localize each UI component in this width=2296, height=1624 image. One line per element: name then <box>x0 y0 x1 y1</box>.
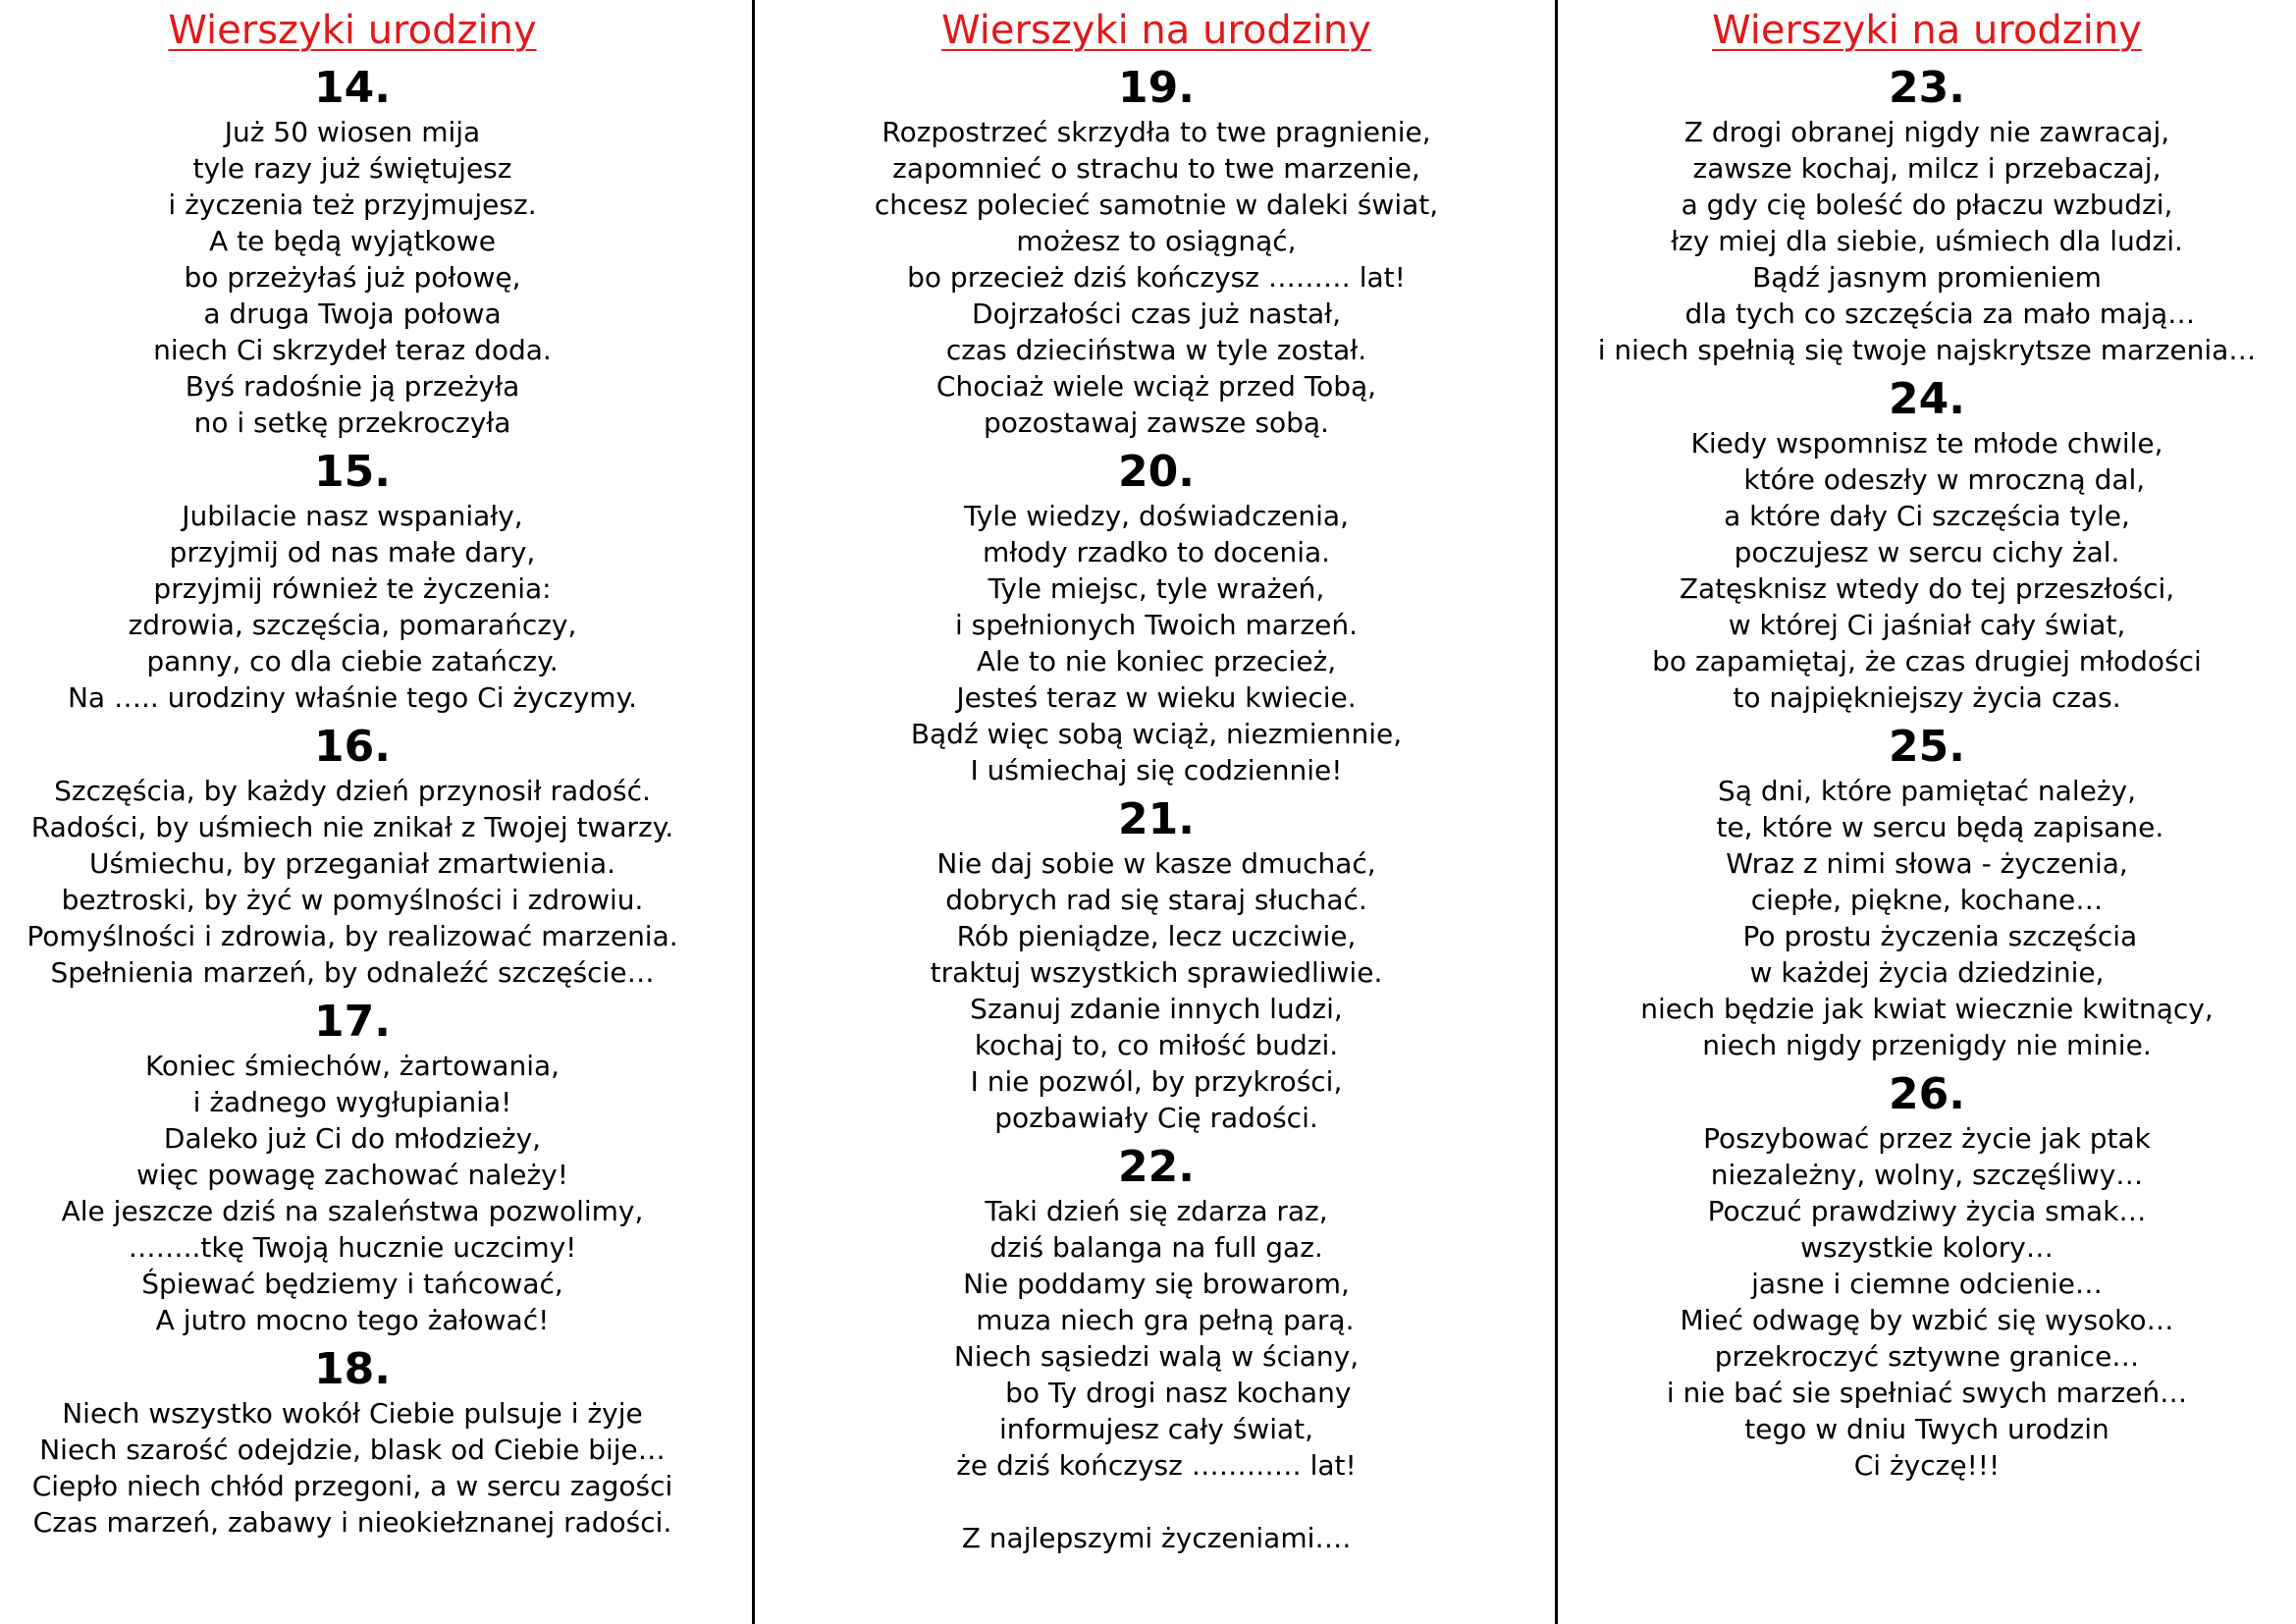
poem-line: Taki dzień się zdarza raz, <box>985 1195 1328 1227</box>
poem-line: Z najlepszymi życzeniami…. <box>961 1522 1352 1554</box>
poem-line <box>756 1484 1557 1520</box>
column-1 <box>0 0 705 1541</box>
poem <box>0 1344 705 1541</box>
poem-line: poczujesz w sercu cichy żal. <box>1734 536 2120 568</box>
poem-line: bo zapamiętaj, że czas drugiej młodości <box>1652 645 2202 677</box>
poem-line: Na ….. urodziny właśnie tego Ci życzymy. <box>67 681 638 714</box>
poem-line: które odeszły w mroczną dal, <box>1708 463 2146 496</box>
poem-line: bo Ty drogi nasz kochany <box>961 1377 1352 1409</box>
poem-line: młody rzadko to docenia. <box>982 536 1331 568</box>
poem-number: 16. <box>314 722 391 772</box>
column-3 <box>1558 0 2296 1484</box>
column-title: Wierszyki na urodziny <box>941 8 1371 53</box>
poem-lines <box>1558 773 2296 1063</box>
poem-line: Pomyślności i zdrowia, by realizować marzenia. <box>27 920 678 952</box>
poem-line: Dojrzałości czas już nastał, <box>972 298 1341 330</box>
poem-line: zawsze kochaj, milcz i przebaczaj, <box>1692 152 2162 185</box>
poem-line: dobrych rad się staraj słuchać. <box>945 884 1367 916</box>
poem-list <box>756 63 1557 1556</box>
poem-lines <box>756 498 1557 788</box>
poem-number: 20. <box>1118 447 1195 497</box>
poem-lines <box>0 1048 705 1338</box>
poem-lines <box>1558 1120 2296 1484</box>
poem-lines <box>0 1395 705 1541</box>
poem-line: ……..tkę Twoją hucznie uczcimy! <box>128 1231 577 1264</box>
poem <box>0 447 705 716</box>
poem-line: Rozpostrzeć skrzydła to twe pragnienie, <box>881 116 1431 148</box>
poem-line: Bądź jasnym promieniem <box>1752 261 2102 294</box>
poem-line: chcesz polecieć samotnie w daleki świat, <box>874 189 1439 221</box>
poem-line: Ale jeszcze dziś na szaleństwa pozwolimy, <box>61 1195 644 1227</box>
poem-line: niezależny, wolny, szczęśliwy… <box>1710 1159 2144 1191</box>
poem-line: i spełnionych Twoich marzeń. <box>954 609 1359 641</box>
poem-line: Jesteś teraz w wieku kwiecie. <box>956 681 1357 714</box>
poem <box>1558 374 2296 716</box>
poem-line: Nie daj sobie w kasze dmuchać, <box>936 847 1376 880</box>
poem-line: a które dały Ci szczęścia tyle, <box>1724 500 2130 532</box>
poem-line: pozbawiały Cię radości. <box>994 1102 1318 1134</box>
poem-line: a druga Twoja połowa <box>203 298 502 330</box>
poem-line: panny, co dla ciebie zatańczy. <box>146 645 559 677</box>
poem <box>756 63 1557 441</box>
poem-line: Daleko już Ci do młodzieży, <box>163 1122 542 1155</box>
poem-line: bo przeżyłaś już połowę, <box>184 261 521 294</box>
poem-line: ciepłe, piękne, kochane… <box>1750 884 2104 916</box>
poem-line: zapomnieć o strachu to twe marzenie, <box>892 152 1420 185</box>
poem-line: A te będą wyjątkowe <box>209 225 496 257</box>
poem-line: więc powagę zachować należy! <box>136 1159 568 1191</box>
poem-line: Są dni, które pamiętać należy, <box>1717 775 2136 807</box>
poem-line: w której Ci jaśniał cały świat, <box>1728 609 2126 641</box>
poem-line: Wraz z nimi słowa - życzenia, <box>1726 847 2128 880</box>
poem-line: Nie poddamy się browarom, <box>963 1268 1350 1300</box>
poem-line: dziś balanga na full gaz. <box>989 1231 1323 1264</box>
poem-line: Uśmiechu, by przeganiał zmartwienia. <box>88 847 616 880</box>
poem-line: bo przecież dziś kończysz ……… lat! <box>907 261 1406 294</box>
poem-line: Czas marzeń, zabawy i nieokiełznanej radości. <box>32 1506 672 1539</box>
poem <box>1558 63 2296 368</box>
poem-line: tyle razy już świętujesz <box>192 152 512 185</box>
poem-line: a gdy cię boleść do płaczu wzbudzi, <box>1681 189 2173 221</box>
poem-line: Ale to nie koniec przecież, <box>976 645 1337 677</box>
poem <box>0 997 705 1338</box>
poem-line: pozostawaj zawsze sobą. <box>984 406 1329 439</box>
poem <box>0 722 705 991</box>
poem-line: muza niech gra pełną parą. <box>958 1304 1355 1336</box>
poem-lines <box>0 773 705 991</box>
poem-line: Koniec śmiechów, żartowania, <box>144 1050 561 1082</box>
poem-line: Ciepło niech chłód przegoni, a w sercu zagości <box>31 1470 673 1502</box>
poem-line: Poszybować przez życie jak ptak <box>1703 1122 2151 1155</box>
poem-number: 25. <box>1889 722 1965 772</box>
poem-line: dla tych co szczęścia za mało mają… <box>1658 298 2196 330</box>
poem-line: Po prostu życzenia szczęścia <box>1716 920 2138 952</box>
poem-line: niech Ci skrzydeł teraz doda. <box>153 334 552 366</box>
poem-line: zdrowia, szczęścia, pomarańczy, <box>128 609 577 641</box>
poem-line: Byś radośnie ją przeżyła <box>185 370 520 403</box>
poem-line: jasne i ciemne odcienie… <box>1751 1268 2103 1300</box>
poem-number: 24. <box>1889 374 1965 424</box>
poem-number: 22. <box>1118 1142 1195 1192</box>
poem-number: 19. <box>1118 63 1195 113</box>
poem-line: Spełnienia marzeń, by odnaleźć szczęście… <box>50 956 655 989</box>
poem-number: 21. <box>1118 794 1195 844</box>
poem-line: wszystkie kolory… <box>1800 1231 2054 1264</box>
poem-line: i nie bać sie spełniać swych marzeń… <box>1666 1377 2188 1409</box>
poem <box>1558 722 2296 1063</box>
poem-line: że dziś kończysz ………… lat! <box>956 1449 1357 1482</box>
poem-line: łzy miej dla siebie, uśmiech dla ludzi. <box>1671 225 2183 257</box>
poem-number: 15. <box>314 447 391 497</box>
poem-line: Radości, by uśmiech nie znikał z Twojej twarzy. <box>30 811 674 843</box>
poem-line: Szczęścia, by każdy dzień przynosił radość. <box>54 775 651 807</box>
poem-number: 26. <box>1889 1069 1965 1119</box>
poem-lines <box>756 1193 1557 1556</box>
poem-line: Ci życzę!!! <box>1853 1449 2001 1482</box>
poem-line: przekroczyć sztywne granice… <box>1714 1340 2140 1373</box>
poem-line: Mieć odwagę by wzbić się wysoko… <box>1680 1304 2174 1336</box>
poem-line: Zatęsknisz wtedy do tej przeszłości, <box>1679 572 2175 605</box>
poem-line: przyjmij również te życzenia: <box>153 572 552 605</box>
poem-lines <box>756 114 1557 441</box>
poem-list <box>1558 63 2296 1484</box>
poem-line: niech nigdy przenigdy nie minie. <box>1702 1029 2152 1061</box>
poem-line: i życzenia też przyjmujesz. <box>168 189 537 221</box>
poem <box>0 63 705 441</box>
poem-line: i niech spełnią się twoje najskrytsze marzenia… <box>1597 334 2257 366</box>
poem-line: te, które w sercu będą zapisane. <box>1689 811 2164 843</box>
poem-line: Tyle miejsc, tyle wrażeń, <box>988 572 1325 605</box>
poem-line: Jubilacie nasz wspaniały, <box>182 500 523 532</box>
column-2 <box>756 0 1557 1556</box>
poem-line: Niech szarość odejdzie, blask od Ciebie bije… <box>39 1434 666 1466</box>
poem-line: Szanuj zdanie innych ludzi, <box>970 993 1343 1025</box>
poem <box>756 447 1557 788</box>
poem-number: 14. <box>314 63 391 113</box>
poem-line: możesz to osiągnąć, <box>1016 225 1297 257</box>
poem-lines <box>1558 425 2296 716</box>
poem-line: I uśmiechaj się codziennie! <box>970 754 1343 786</box>
poem-line: Niech sąsiedzi walą w ściany, <box>953 1340 1360 1373</box>
poem-line: Z drogi obranej nigdy nie zawracaj, <box>1683 116 2170 148</box>
poem-line: czas dzieciństwa w tyle został. <box>945 334 1367 366</box>
poem-line: w każdej życia dziedzinie, <box>1749 956 2105 989</box>
poem <box>756 794 1557 1136</box>
poem-number: 18. <box>314 1344 391 1394</box>
poem-lines <box>0 498 705 716</box>
column-title: Wierszyki na urodziny <box>1712 8 2142 53</box>
poem-line: Kiedy wspomnisz te młode chwile, <box>1690 427 2163 460</box>
poem-lines <box>0 114 705 441</box>
poem <box>1558 1069 2296 1484</box>
poem <box>756 1142 1557 1556</box>
poem-line: Chociaż wiele wciąż przed Tobą, <box>935 370 1377 403</box>
poem-line: Bądź więc sobą wciąż, niezmiennie, <box>910 718 1403 750</box>
poem-line: no i setkę przekroczyła <box>193 406 511 439</box>
poem-line: Poczuć prawdziwy życia smak… <box>1707 1195 2147 1227</box>
poem-line: kochaj to, co miłość budzi. <box>974 1029 1339 1061</box>
poem-list <box>0 63 705 1541</box>
poem-line: traktuj wszystkich sprawiedliwie. <box>930 956 1383 989</box>
poem-line: Rób pieniądze, lecz uczciwie, <box>956 920 1357 952</box>
poem-line: beztroski, by żyć w pomyślności i zdrowiu. <box>61 884 644 916</box>
poem-number: 23. <box>1889 63 1965 113</box>
poem-line: niech będzie jak kwiat wiecznie kwitnący, <box>1640 993 2214 1025</box>
poem-line: przyjmij od nas małe dary, <box>169 536 536 568</box>
poem-lines <box>756 845 1557 1136</box>
poem-number: 17. <box>314 997 391 1047</box>
poem-line: Niech wszystko wokół Ciebie pulsuje i żyje <box>62 1397 643 1430</box>
poem-line: tego w dniu Twych urodzin <box>1744 1413 2109 1445</box>
column-divider-1 <box>752 0 755 1624</box>
column-title: Wierszyki urodziny <box>168 8 537 53</box>
poem-line: to najpiękniejszy życia czas. <box>1733 681 2121 714</box>
poem-line: I nie pozwól, by przykrości, <box>970 1065 1343 1098</box>
poem-line: i żadnego wygłupiania! <box>192 1086 512 1118</box>
poem-line: Tyle wiedzy, doświadczenia, <box>964 500 1349 532</box>
poem-lines <box>1558 114 2296 368</box>
poem-line: Już 50 wiosen mija <box>224 116 481 148</box>
poem-line: informujesz cały świat, <box>998 1413 1314 1445</box>
poem-line: Śpiewać będziemy i tańcować, <box>141 1268 563 1300</box>
poem-line: A jutro mocno tego żałować! <box>155 1304 550 1336</box>
